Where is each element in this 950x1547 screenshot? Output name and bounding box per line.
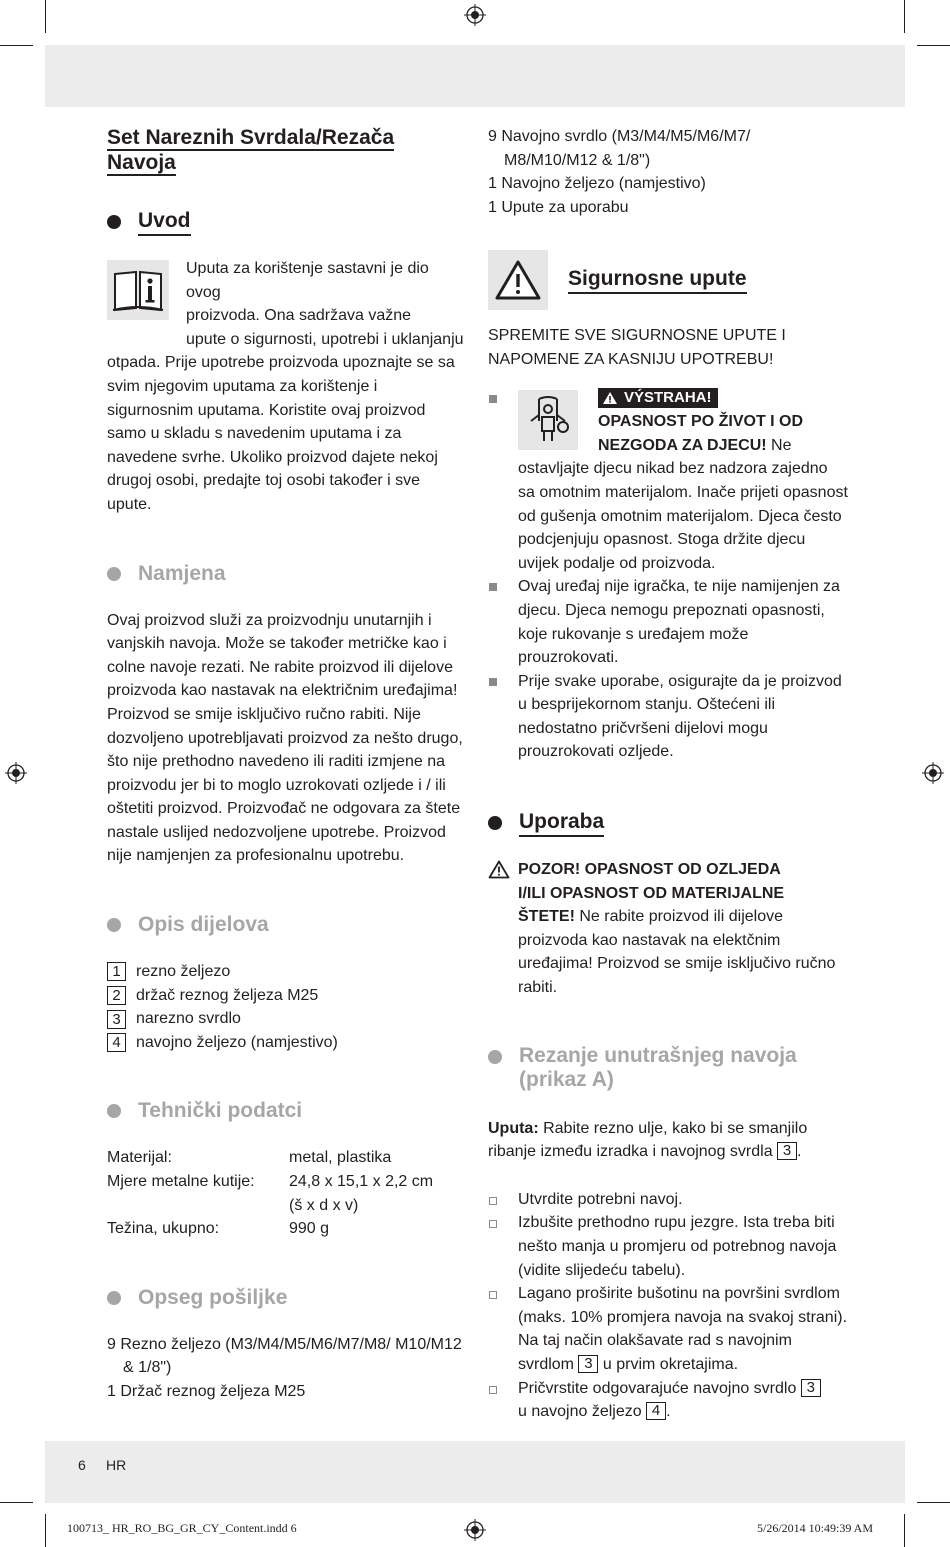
bullet-text: Ovaj uređaj nije igračka, te nije namijenjen za djecu. Djeca nemogu prepoznati opasnosti, koje rukovanje s uređajem može prouzrokovati. <box>518 578 840 667</box>
note-paragraph <box>488 1117 848 1164</box>
part-ref: 3 <box>801 1379 821 1397</box>
checkbox-square-icon <box>489 1386 497 1394</box>
part-ref: 4 <box>646 1402 666 1420</box>
list-item <box>107 984 467 1008</box>
registration-mark-icon <box>5 762 27 784</box>
heading-text: Uvod <box>138 208 191 236</box>
part-label: rezno željezo <box>136 963 231 981</box>
caution-text: Ne rabite proizvod ili dijelove <box>574 908 783 926</box>
step-text-part: Pričvrstite odgovarajuće navojno svrdlo <box>518 1379 801 1397</box>
warning-outline-icon <box>488 860 510 879</box>
list-item <box>107 1007 467 1031</box>
safety-bullet <box>488 670 848 764</box>
caution-block <box>488 858 848 1000</box>
language-code: HR <box>106 1457 127 1473</box>
bullet-square-icon <box>489 678 497 686</box>
caution-line: I/ILI OPASNOST OD MATERIJALNE <box>518 884 785 902</box>
caution-line <box>518 905 848 929</box>
list-item <box>488 1377 848 1424</box>
step-text-part: u navojno željezo <box>518 1403 647 1421</box>
part-number: 2 <box>107 986 126 1005</box>
left-column <box>107 125 467 1404</box>
note-text: Rabite rezno ulje, kako bi se smanjilo ribanje između izradka i navojnog svrdla <box>488 1119 808 1161</box>
section-heading-opis <box>107 912 467 938</box>
part-ref: 3 <box>777 1142 797 1160</box>
section-heading-namjena <box>107 561 467 587</box>
part-label: navojno željezo (namjestivo) <box>136 1033 338 1051</box>
page-title <box>107 125 467 175</box>
parts-list <box>107 960 467 1054</box>
spec-key: Mjere metalne kutije: <box>107 1173 255 1191</box>
note-text: . <box>797 1143 802 1161</box>
part-ref: 3 <box>578 1355 598 1373</box>
step-text-part: Lagano proširite bušotinu na površini svrdlom (maks. 10% promjera navoja na svakoj strani). Na taj način olakšavate rad s navojnim svrdlom <box>518 1285 848 1373</box>
safety-bullet <box>488 575 848 669</box>
spec-value: metal, plastika <box>289 1149 392 1167</box>
heading-line: Rezanje unutrašnjeg navoja <box>519 1043 797 1067</box>
list-item <box>488 1211 848 1282</box>
list-item: 9 Navojno svrdlo (M3/M4/M5/M6/M7/ M8/M10/M12 & 1/8") <box>488 128 751 169</box>
heading-line: (prikaz A) <box>519 1067 614 1091</box>
spec-key: Težina, ukupno: <box>107 1220 220 1238</box>
part-number: 3 <box>107 1010 126 1029</box>
section-heading-uvod <box>107 208 467 236</box>
crop-mark <box>45 1514 46 1547</box>
intro-line: Uputa za korištenje sastavni je dio ovog <box>186 260 429 301</box>
heading-text: Namjena <box>138 561 226 585</box>
footer-band <box>45 1441 905 1503</box>
spec-value: 990 g <box>289 1220 330 1238</box>
note-label: Uputa: <box>488 1119 539 1137</box>
bullet-dot-icon <box>107 918 121 932</box>
step-text-part: u prvim okretajima. <box>598 1355 739 1373</box>
section-heading-uporaba <box>488 809 848 837</box>
part-label: narezno svrdlo <box>136 1010 241 1028</box>
intro-block <box>107 257 467 517</box>
crop-mark <box>0 1502 33 1503</box>
step-text <box>518 1377 848 1424</box>
spec-table <box>107 1146 467 1240</box>
crop-mark <box>904 1514 905 1547</box>
crop-mark <box>917 45 950 46</box>
spec-key: Materijal: <box>107 1149 172 1167</box>
heading-text: Sigurnosne upute <box>568 266 747 294</box>
bullet-square-icon <box>489 583 497 591</box>
title-line-2: Navoja <box>107 151 176 174</box>
heading-text: Opseg pošiljke <box>138 1285 288 1309</box>
page-number: 6 <box>78 1457 86 1473</box>
bullet-dot-icon <box>107 1291 121 1305</box>
crop-mark <box>0 45 33 46</box>
spec-value: (š x d x v) <box>289 1196 359 1214</box>
danger-line <box>598 434 803 458</box>
intro-line: proizvoda. Ona sadržava važne <box>186 307 412 325</box>
intro-line: upute o sigurnosti, upotrebi i uklanjanju <box>186 330 464 348</box>
bullet-dot-icon <box>488 816 502 830</box>
section-heading-opseg <box>107 1285 467 1311</box>
warning-triangle-icon <box>488 250 548 310</box>
steps-list <box>488 1188 848 1424</box>
delivery-list <box>107 1333 467 1404</box>
step-text-part: . <box>666 1403 671 1421</box>
list-item <box>488 1188 848 1212</box>
list-item <box>488 1282 848 1376</box>
namjena-body: Ovaj proizvod služi za proizvodnju unutarnjih i vanjskih navoja. Može se također metričke kao i colne navoje rezati. Ne rabite proizvod ili dijelove proizvoda kao nastavak na električnim uređajima! Proizvod se smije isključivo ručno rabiti. Nije dozvoljeno upotrebljavati proizvod za nešto drugo, što nije prethodno navedeno ili raditi izmjene na proizvodu jer bi to moglo uzrokovati ozljede i / ili oštetiti proizvod. Proizvođač ne odgovara za štete nastale uslijed nedozvoljene upotrebe. Proizvod nije namjenjen za profesionalnu upotrebu. <box>107 611 463 865</box>
list-item: 1 Navojno željezo (namjestivo) <box>488 175 706 193</box>
slug-filename: 100713_ HR_RO_BG_GR_CY_Content.indd 6 <box>67 1521 297 1535</box>
checkbox-square-icon <box>489 1291 497 1299</box>
bullet-dot-icon <box>107 567 121 581</box>
info-book-icon <box>107 260 169 320</box>
part-number: 1 <box>107 962 126 981</box>
list-item: 1 Držač reznog željeza M25 <box>107 1383 306 1400</box>
warning-small-icon <box>602 391 618 405</box>
step-text: Utvrdite potrebni navoj. <box>518 1190 683 1208</box>
caution-bold: ŠTETE! <box>518 908 575 926</box>
part-number: 4 <box>107 1033 126 1052</box>
child-warning-icon <box>518 390 578 450</box>
step-text <box>518 1282 848 1376</box>
bullet-text: Prije svake uporabe, osigurajte da je proizvod u besprijekornom stanju. Oštećeni ili nedostatno pričvršeni dijelovi mogu prouzrokovati ozljede. <box>518 672 842 761</box>
spec-row <box>107 1146 467 1170</box>
crop-mark <box>917 1502 950 1503</box>
heading-text: Opis dijelova <box>138 913 269 937</box>
bullet-square-icon <box>489 395 497 403</box>
heading-text: Tehnički podatci <box>138 1099 303 1123</box>
list-item: 9 Rezno željezo (M3/M4/M5/M6/M7/M8/ M10/M12 & 1/8") <box>107 1335 462 1377</box>
caution-body: proizvoda kao nastavak na elektčnim uređajima! Proizvod se smije isključivo ručno rabiti. <box>518 931 836 997</box>
slug-timestamp: 5/26/2014 10:49:39 AM <box>757 1521 874 1535</box>
crop-mark <box>45 0 46 33</box>
caution-line: POZOR! OPASNOST OD OZLJEDA <box>518 861 781 879</box>
safety-caps-note: SPREMITE SVE SIGURNOSNE UPUTE I NAPOMENE ZA KASNIJU UPOTREBU! <box>488 327 786 368</box>
checkbox-square-icon <box>489 1197 497 1205</box>
intro-body: otpada. Prije upotrebe proizvoda upoznajte se sa svim njegovim uputama za korištenje i sigurnosnim uputama. Koristite ovaj proizvod samo u skladu s navedenim uputama i za navedene svrhe. Ukoliko proizvod dajete nekoj drugoj osobi, predajte toj osobi također i sve upute. <box>107 354 455 513</box>
header-band <box>45 45 905 107</box>
list-item: 1 Upute za uporabu <box>488 198 629 216</box>
registration-mark-icon <box>922 762 944 784</box>
right-column <box>488 125 848 1424</box>
section-heading-sigurnosne <box>488 250 848 310</box>
heading-text <box>519 1044 797 1092</box>
section-heading-tehnicki <box>107 1098 467 1124</box>
danger-tail: Ne <box>766 436 792 454</box>
danger-bold: NEZGODA ZA DJECU! <box>598 436 767 454</box>
spec-row <box>107 1194 467 1218</box>
checkbox-square-icon <box>489 1220 497 1228</box>
bullet-dot-icon <box>107 215 121 229</box>
registration-mark-icon <box>464 4 486 26</box>
section-heading-rezanje <box>488 1044 848 1092</box>
danger-body: ostavljajte djecu nikad bez nadzora zajedno sa omotnim materijalom. Inače prijeti opasnost od gušenja omotnim materijalom. Djeca često podcjenjuju opasnost. Stoga držite djecu uvijek podalje od proizvoda. <box>518 460 848 572</box>
spec-value: 24,8 x 15,1 x 2,2 cm <box>289 1173 434 1191</box>
crop-mark <box>904 0 905 33</box>
heading-text: Uporaba <box>519 809 604 837</box>
step-text: Izbušite prethodno rupu jezgre. Ista treba biti nešto manja u promjeru od potrebnog navoja (vidite slijedeću tabelu). <box>518 1214 837 1279</box>
safety-bullet <box>488 387 848 576</box>
title-line-1: Set Nareznih Svrdala/Rezača <box>107 126 395 149</box>
danger-line: OPASNOST PO ŽIVOT I OD <box>598 413 804 431</box>
registration-mark-icon <box>464 1519 486 1541</box>
list-item <box>107 960 467 984</box>
delivery-list-continued <box>488 125 848 219</box>
warning-label-text: VÝSTRAHA! <box>624 389 712 407</box>
spec-row <box>107 1217 467 1241</box>
part-label: držač reznog željeza M25 <box>136 986 319 1004</box>
bullet-dot-icon <box>488 1050 502 1064</box>
list-item <box>107 1031 467 1055</box>
warning-label <box>598 388 718 408</box>
bullet-dot-icon <box>107 1104 121 1118</box>
spec-row <box>107 1170 467 1194</box>
